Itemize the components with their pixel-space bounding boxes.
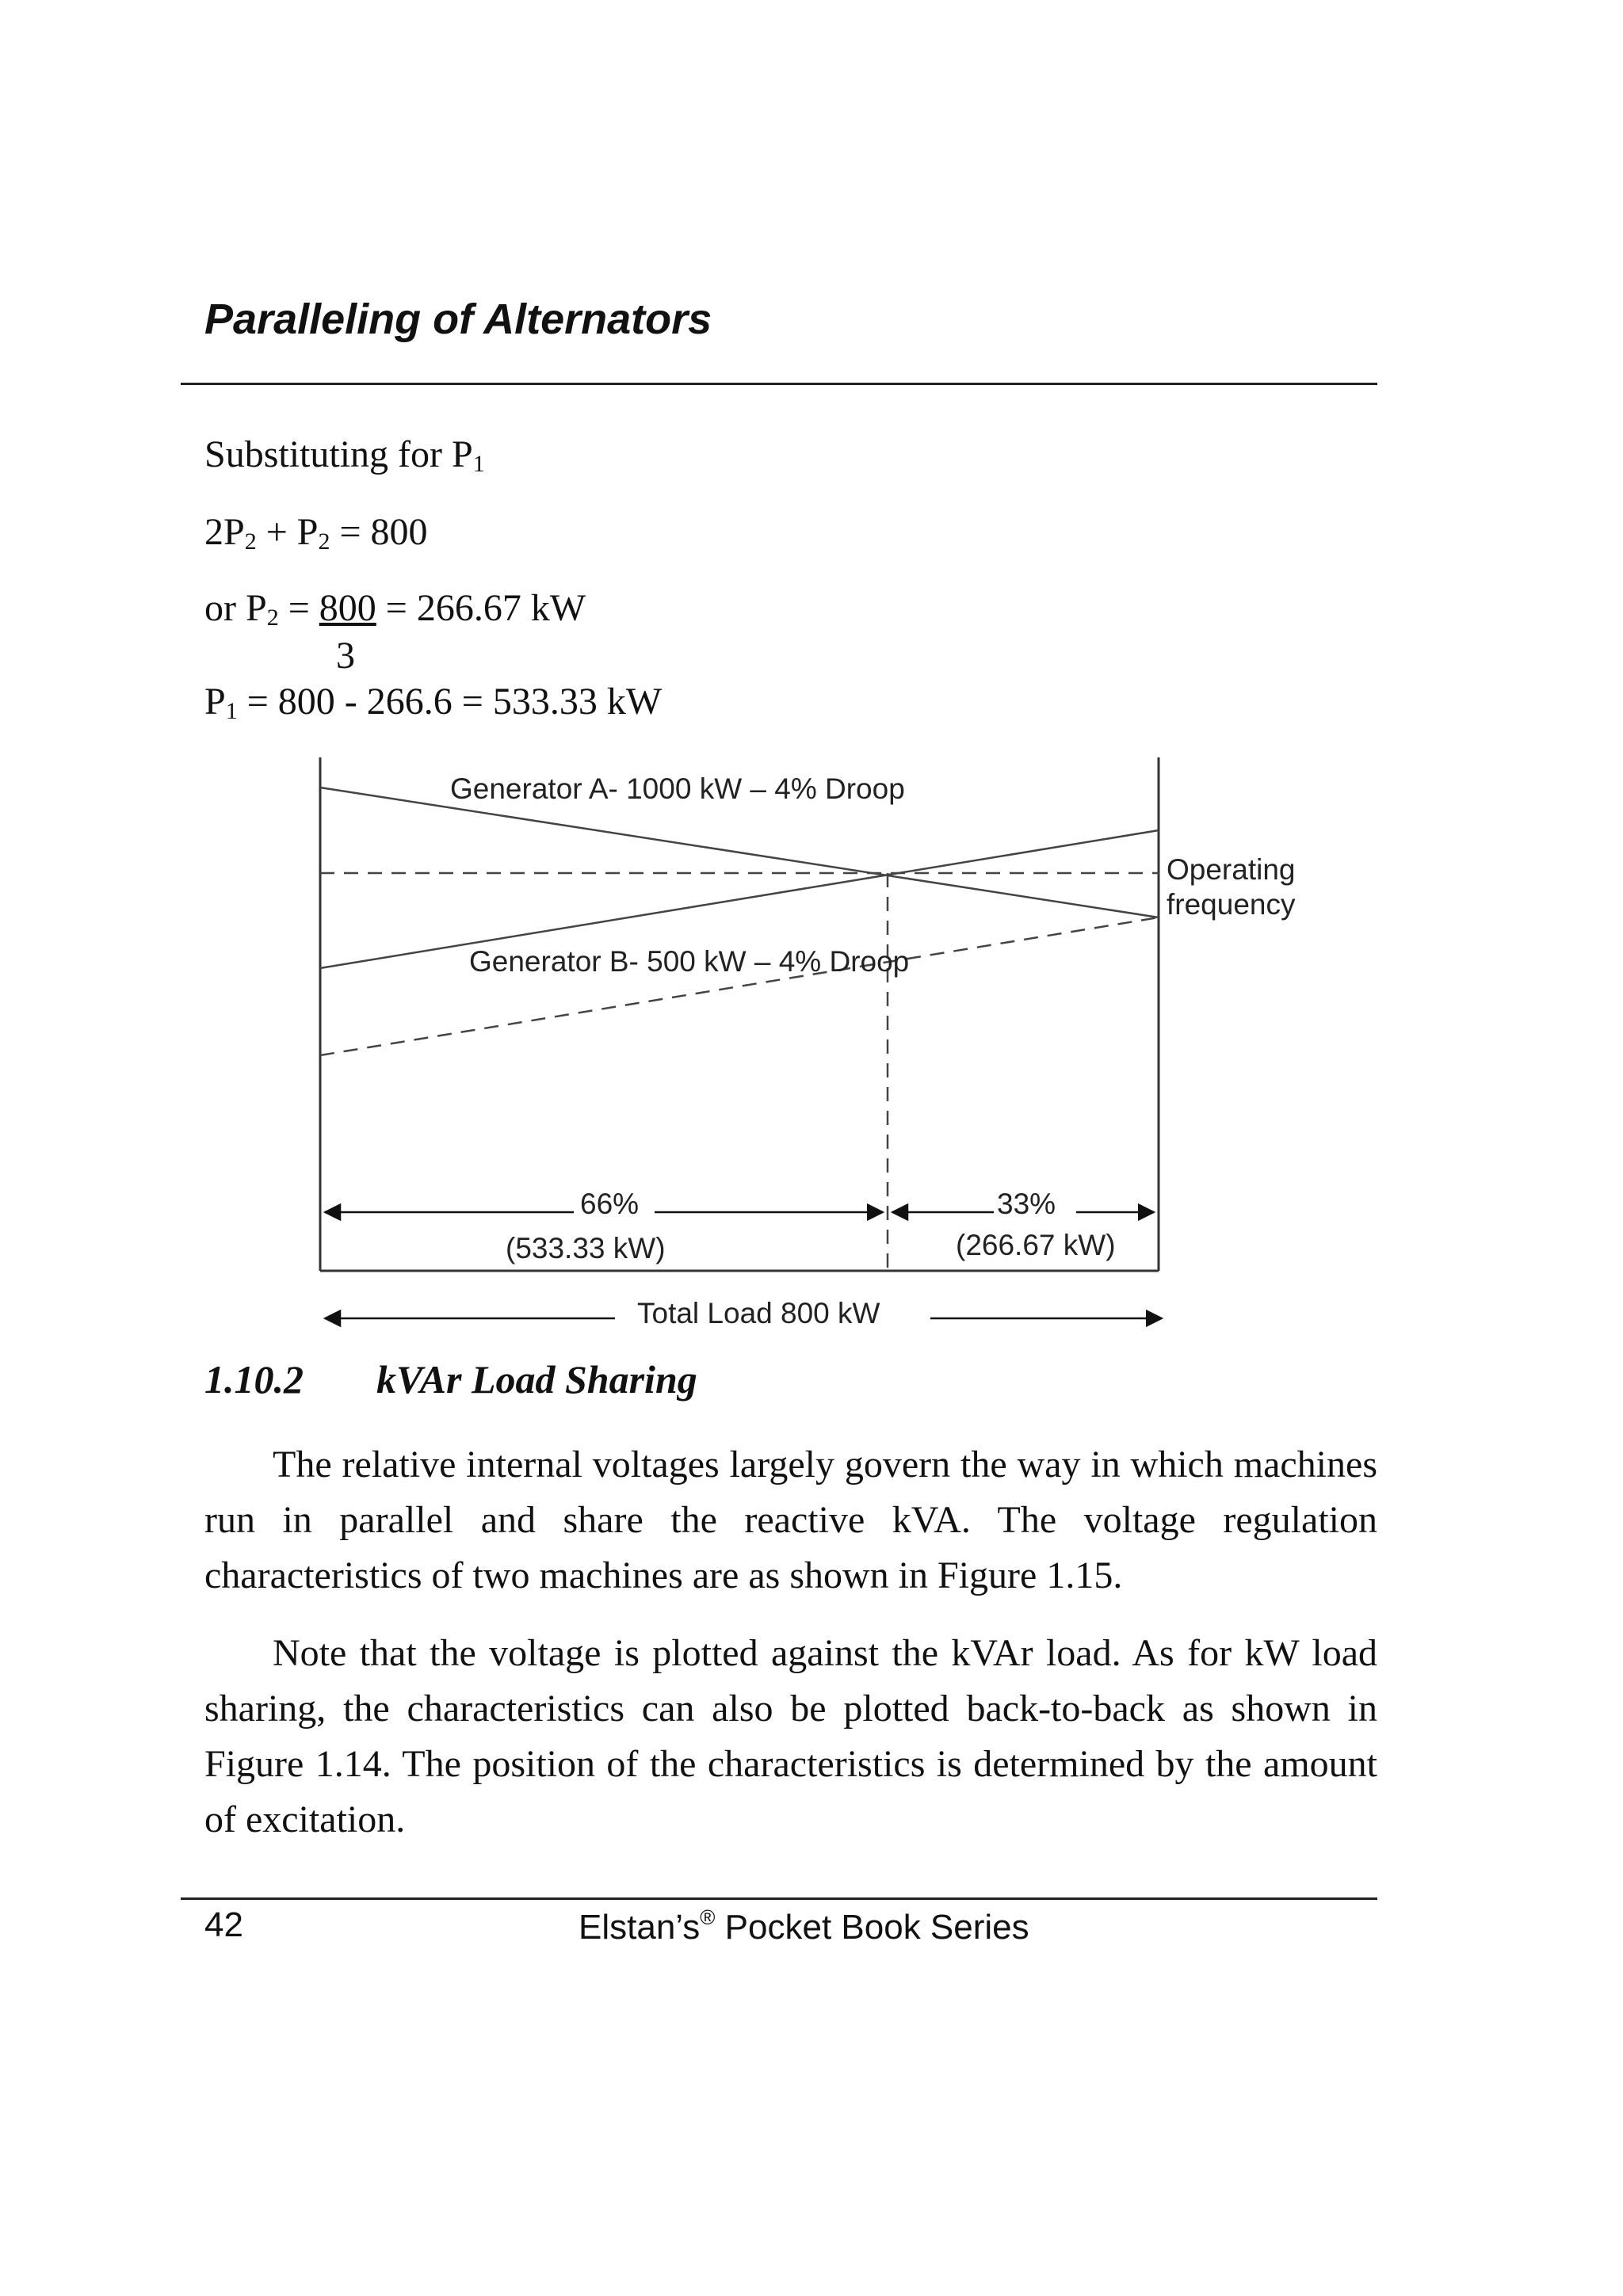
eq3-part-b: = bbox=[278, 587, 319, 629]
eq4-part-b: = 800 - 266.6 = 533.33 kW bbox=[237, 681, 663, 723]
eq4-subscript: 1 bbox=[225, 698, 238, 724]
left-share-kw: (533.33 kW) bbox=[506, 1232, 666, 1264]
left-share-percent: 66% bbox=[580, 1188, 640, 1220]
eq3-subscript: 2 bbox=[266, 605, 279, 631]
series-name bbox=[579, 1905, 1029, 1947]
eq3-part-a: or P bbox=[204, 587, 267, 629]
right-share-kw: (266.67 kW) bbox=[956, 1229, 1116, 1261]
registered-mark: ® bbox=[700, 1905, 716, 1929]
eq1-subscript: 1 bbox=[472, 451, 485, 477]
operating-label-line-2: frequency bbox=[1167, 888, 1296, 921]
series-name-a: Elstan’s bbox=[579, 1908, 701, 1947]
running-header-title: Paralleling of Alternators bbox=[204, 296, 712, 343]
body-paragraph-1 bbox=[204, 1437, 1377, 1604]
section-title-text: kVAr Load Sharing bbox=[376, 1357, 697, 1402]
footer-rule bbox=[181, 1897, 1377, 1900]
section-heading bbox=[204, 1356, 697, 1402]
eq3-numerator: 800 bbox=[319, 587, 376, 629]
eq2-subscript-2: 2 bbox=[318, 528, 330, 555]
series-name-b: Pocket Book Series bbox=[715, 1908, 1029, 1947]
eq3-denominator: 3 bbox=[336, 635, 355, 677]
total-load-label: Total Load 800 kW bbox=[637, 1297, 880, 1329]
generator-b-shifted-line bbox=[320, 917, 1159, 1055]
generator-a-droop-line bbox=[320, 788, 1159, 917]
eq1-text: Substituting for P bbox=[204, 433, 473, 475]
page-number: 42 bbox=[204, 1905, 243, 1944]
paragraph-1-text: The relative internal voltages largely govern the way in which machines run in parallel and share the reactive kVA. The voltage regulation characteristics of two machines are as shown in Figure 1.15. bbox=[204, 1444, 1377, 1596]
eq2-subscript-1: 2 bbox=[244, 528, 257, 555]
operating-label-line-1: Operating bbox=[1167, 853, 1296, 886]
section-number: 1.10.2 bbox=[204, 1357, 304, 1402]
eq2-part-a: 2P bbox=[204, 511, 245, 553]
body-paragraph-2 bbox=[204, 1626, 1377, 1848]
generator-a-label: Generator A- 1000 kW – 4% Droop bbox=[450, 772, 905, 805]
eq2-part-c: = 800 bbox=[330, 511, 428, 553]
eq4-part-a: P bbox=[204, 681, 226, 723]
generator-b-label: Generator B- 500 kW – 4% Droop bbox=[469, 945, 910, 978]
eq2-part-b: + P bbox=[256, 511, 319, 553]
right-share-percent: 33% bbox=[997, 1188, 1056, 1220]
eq3-part-c: = 266.67 kW bbox=[376, 587, 586, 629]
paragraph-2-text: Note that the voltage is plotted against the kVAr load. As for kW load sharing, the characteristics can also be plotted back-to-back as shown in Figure 1.14. The position of the characteristics is determined by the amount of excitation. bbox=[204, 1632, 1377, 1840]
